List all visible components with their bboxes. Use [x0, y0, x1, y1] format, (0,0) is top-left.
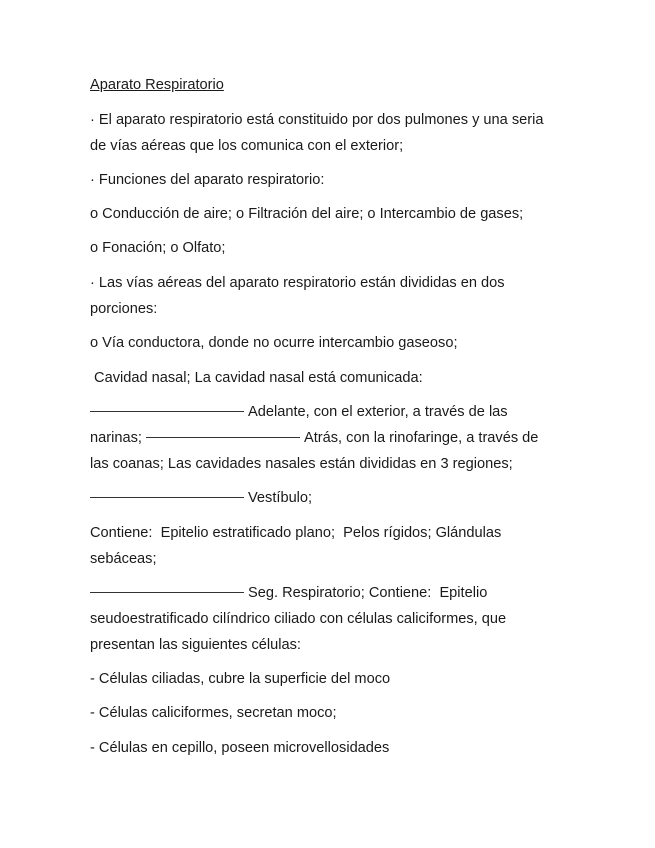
line-text: Adelante, con el exterior, a través de las	[248, 404, 508, 420]
blank-rule	[90, 411, 244, 412]
list-item: - Células en cepillo, poseen microvellosidades	[90, 740, 390, 756]
paragraph-line: o Fonación; o Olfato;	[90, 240, 226, 256]
line-text: Vestíbulo;	[248, 490, 313, 506]
paragraph-line: seudoestratificado cilíndrico ciliado con células caliciformes, que	[90, 611, 507, 627]
line-text: narinas;	[90, 430, 142, 446]
paragraph-line	[90, 429, 538, 447]
paragraph-line: las coanas; Las cavidades nasales están divididas en 3 regiones;	[90, 456, 513, 472]
line-text: Seg. Respiratorio; Contiene: Epitelio	[248, 585, 488, 601]
paragraph-line: o Vía conductora, donde no ocurre intercambio gaseoso;	[90, 335, 458, 351]
paragraph-line	[90, 403, 508, 421]
paragraph-line: o Conducción de aire; o Filtración del aire; o Intercambio de gases;	[90, 206, 524, 222]
paragraph-line: Contiene: Epitelio estratificado plano; Pelos rígidos; Glándulas	[90, 525, 502, 541]
paragraph-line	[90, 489, 312, 507]
paragraph-line: Cavidad nasal; La cavidad nasal está comunicada:	[90, 370, 423, 386]
line-text: Atrás, con la rinofaringe, a través de	[303, 430, 539, 446]
paragraph-line: porciones:	[90, 301, 158, 317]
paragraph-line: · El aparato respiratorio está constituido por dos pulmones y una seria	[90, 112, 544, 128]
list-item: - Células ciliadas, cubre la superficie del moco	[90, 671, 391, 687]
blank-rule	[146, 437, 300, 438]
paragraph-line: sebáceas;	[90, 551, 157, 567]
paragraph-line: presentan las siguientes células:	[90, 637, 301, 653]
blank-rule	[90, 592, 244, 593]
document-title: Aparato Respiratorio	[90, 77, 224, 93]
paragraph-line: de vías aéreas que los comunica con el exterior;	[90, 138, 404, 154]
list-item: - Células caliciformes, secretan moco;	[90, 705, 337, 721]
paragraph-line: · Las vías aéreas del aparato respiratorio están divididas en dos	[90, 275, 505, 291]
paragraph-line	[90, 584, 487, 602]
paragraph-line: · Funciones del aparato respiratorio:	[90, 172, 325, 188]
blank-rule	[90, 497, 244, 498]
